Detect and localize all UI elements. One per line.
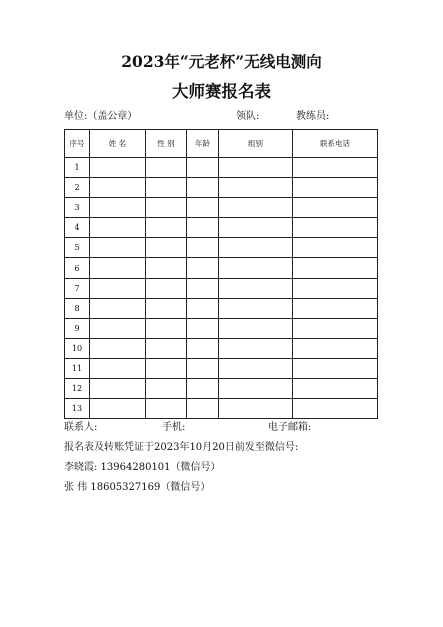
phone-cell[interactable]: [293, 238, 378, 258]
name-cell[interactable]: [90, 379, 146, 399]
gender-cell[interactable]: [146, 278, 187, 298]
group-cell[interactable]: [219, 198, 293, 218]
phone-cell[interactable]: [293, 298, 378, 318]
phone-cell[interactable]: [293, 379, 378, 399]
col-header-phone: 联系电话: [293, 130, 378, 158]
group-cell[interactable]: [219, 399, 293, 419]
col-header-gender: 性 别: [146, 130, 187, 158]
group-cell[interactable]: [219, 158, 293, 178]
col-header-index: 序号: [65, 130, 90, 158]
phone-cell[interactable]: [293, 218, 378, 238]
age-cell[interactable]: [187, 318, 219, 338]
gender-cell[interactable]: [146, 198, 187, 218]
age-cell[interactable]: [187, 258, 219, 278]
age-cell[interactable]: [187, 298, 219, 318]
table-row: [65, 338, 378, 358]
table-row: [65, 278, 378, 298]
submission-note: 报名表及转账凭证于2023年10月20日前发至微信号:: [64, 442, 299, 453]
table-row: [65, 379, 378, 399]
table-header-row: [65, 130, 378, 158]
phone-cell[interactable]: [293, 258, 378, 278]
group-cell[interactable]: [219, 298, 293, 318]
phone-cell[interactable]: [293, 358, 378, 378]
name-cell[interactable]: [90, 338, 146, 358]
age-cell[interactable]: [187, 399, 219, 419]
age-cell[interactable]: [187, 198, 219, 218]
table-body: [65, 158, 378, 419]
col-header-name: 姓 名: [90, 130, 146, 158]
gender-cell[interactable]: [146, 258, 187, 278]
row-index-cell: 10: [65, 338, 90, 358]
name-cell[interactable]: [90, 258, 146, 278]
table-row: [65, 198, 378, 218]
age-cell[interactable]: [187, 379, 219, 399]
table-row: [65, 399, 378, 419]
col-header-age: 年龄: [187, 130, 219, 158]
row-index-cell: 1: [65, 158, 90, 178]
table-row: [65, 178, 378, 198]
table-row: [65, 238, 378, 258]
gender-cell[interactable]: [146, 218, 187, 238]
name-cell[interactable]: [90, 238, 146, 258]
gender-cell[interactable]: [146, 379, 187, 399]
table-row: [65, 298, 378, 318]
registration-table: [64, 129, 378, 419]
phone-cell[interactable]: [293, 198, 378, 218]
row-index-cell: 4: [65, 218, 90, 238]
age-cell[interactable]: [187, 338, 219, 358]
group-cell[interactable]: [219, 278, 293, 298]
gender-cell[interactable]: [146, 399, 187, 419]
col-header-group: 组别: [219, 130, 293, 158]
age-cell[interactable]: [187, 178, 219, 198]
age-cell[interactable]: [187, 278, 219, 298]
phone-cell[interactable]: [293, 178, 378, 198]
name-cell[interactable]: [90, 278, 146, 298]
group-cell[interactable]: [219, 318, 293, 338]
form-title-line-1: 2023年“元老杯”无线电测向: [121, 52, 322, 71]
name-cell[interactable]: [90, 298, 146, 318]
unit-label: 单位:（盖公章）: [64, 111, 138, 122]
age-cell[interactable]: [187, 218, 219, 238]
group-cell[interactable]: [219, 218, 293, 238]
row-index-cell: 2: [65, 178, 90, 198]
name-cell[interactable]: [90, 318, 146, 338]
name-cell[interactable]: [90, 158, 146, 178]
age-cell[interactable]: [187, 158, 219, 178]
row-index-cell: 3: [65, 198, 90, 218]
gender-cell[interactable]: [146, 318, 187, 338]
form-title-line-2: 大师赛报名表: [172, 82, 271, 101]
row-index-cell: 8: [65, 298, 90, 318]
row-index-cell: 5: [65, 238, 90, 258]
contact-person-label: 联系人:: [64, 422, 98, 433]
leader-label: 领队:: [236, 111, 260, 122]
table-row: [65, 158, 378, 178]
row-index-cell: 12: [65, 379, 90, 399]
phone-cell[interactable]: [293, 278, 378, 298]
row-index-cell: 11: [65, 358, 90, 378]
gender-cell[interactable]: [146, 238, 187, 258]
mobile-label: 手机:: [162, 422, 186, 433]
table-row: [65, 318, 378, 338]
name-cell[interactable]: [90, 218, 146, 238]
group-cell[interactable]: [219, 178, 293, 198]
group-cell[interactable]: [219, 238, 293, 258]
group-cell[interactable]: [219, 358, 293, 378]
gender-cell[interactable]: [146, 298, 187, 318]
group-cell[interactable]: [219, 258, 293, 278]
gender-cell[interactable]: [146, 178, 187, 198]
gender-cell[interactable]: [146, 358, 187, 378]
phone-cell[interactable]: [293, 158, 378, 178]
row-index-cell: 13: [65, 399, 90, 419]
name-cell[interactable]: [90, 358, 146, 378]
group-cell[interactable]: [219, 338, 293, 358]
row-index-cell: 7: [65, 278, 90, 298]
table-row: [65, 218, 378, 238]
gender-cell[interactable]: [146, 338, 187, 358]
age-cell[interactable]: [187, 358, 219, 378]
table-row: [65, 358, 378, 378]
name-cell[interactable]: [90, 399, 146, 419]
coach-label: 教练员:: [296, 111, 330, 122]
age-cell[interactable]: [187, 238, 219, 258]
email-label: 电子邮箱:: [268, 422, 312, 433]
table-row: [65, 258, 378, 278]
row-index-cell: 9: [65, 318, 90, 338]
phone-cell[interactable]: [293, 338, 378, 358]
phone-cell[interactable]: [293, 318, 378, 338]
contact-person-2: 张 伟 18605327169（微信号）: [64, 482, 211, 493]
phone-cell[interactable]: [293, 399, 378, 419]
contact-person-1: 李晓霞: 13964280101（微信号）: [64, 462, 221, 473]
gender-cell[interactable]: [146, 158, 187, 178]
row-index-cell: 6: [65, 258, 90, 278]
name-cell[interactable]: [90, 178, 146, 198]
name-cell[interactable]: [90, 198, 146, 218]
group-cell[interactable]: [219, 379, 293, 399]
